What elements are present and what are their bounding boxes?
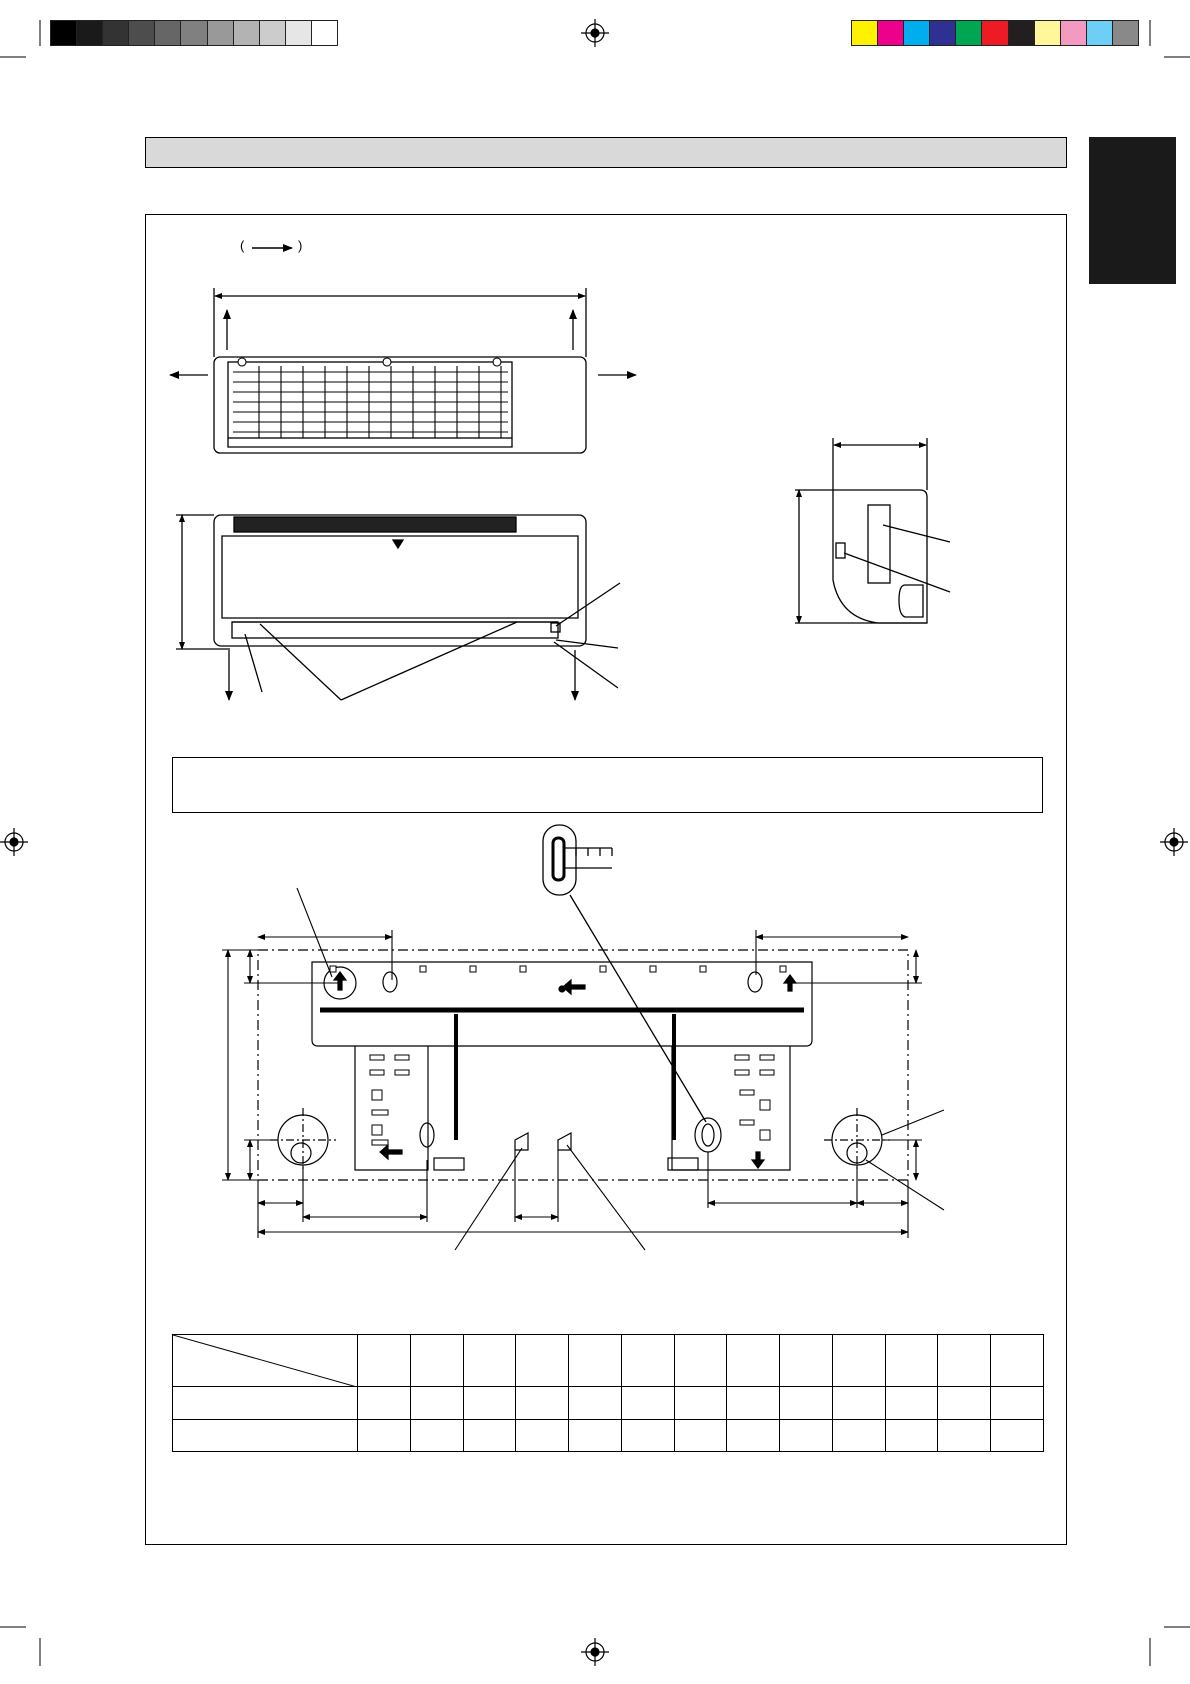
unit-front-view [176, 515, 620, 700]
mounting-plate-slots [330, 966, 786, 1145]
corner-diagonal [173, 1335, 357, 1387]
column-header [621, 1335, 674, 1387]
table-cell [569, 1387, 622, 1419]
table-cell [621, 1419, 674, 1451]
column-header [410, 1335, 463, 1387]
registration-crosshair-icon [1160, 828, 1188, 856]
legend-close-paren: ) [298, 238, 303, 253]
table-cell [516, 1419, 569, 1451]
table-cell [674, 1387, 727, 1419]
row-label [173, 1419, 358, 1451]
table-cell [621, 1387, 674, 1419]
registration-crosshair-icon [581, 19, 609, 47]
table-cell [410, 1419, 463, 1451]
table-cell [938, 1419, 991, 1451]
column-header [727, 1335, 780, 1387]
table-cell [358, 1387, 411, 1419]
table-cell [727, 1387, 780, 1419]
table-cell [516, 1387, 569, 1419]
column-header [885, 1335, 938, 1387]
table-cell [832, 1387, 885, 1419]
table-cell [991, 1419, 1044, 1451]
table-corner-cell [173, 1335, 358, 1387]
registration-crosshair-icon [0, 828, 28, 856]
table-cell [727, 1419, 780, 1451]
leader-lines [297, 888, 944, 1250]
column-header [569, 1335, 622, 1387]
table-cell [358, 1419, 411, 1451]
table-cell [832, 1419, 885, 1451]
table-cell [991, 1387, 1044, 1419]
mounting-plate-diagram [258, 950, 908, 1180]
table-cell [674, 1419, 727, 1451]
table-cell [885, 1419, 938, 1451]
table-row [173, 1387, 1044, 1419]
column-header [516, 1335, 569, 1387]
level-gauge-callout [543, 825, 706, 1122]
table-cell [780, 1387, 833, 1419]
column-header [832, 1335, 885, 1387]
dimension-table [172, 1334, 1044, 1452]
unit-top-view [170, 288, 636, 453]
row-label [173, 1387, 358, 1419]
column-header [674, 1335, 727, 1387]
table-cell [938, 1387, 991, 1419]
column-header [358, 1335, 411, 1387]
table-cell [780, 1419, 833, 1451]
column-header [938, 1335, 991, 1387]
mounting-dimension-lines [222, 930, 922, 1238]
registration-crosshair-icon [581, 1638, 609, 1666]
table-cell [463, 1387, 516, 1419]
column-header [991, 1335, 1044, 1387]
table-cell [410, 1387, 463, 1419]
column-header [463, 1335, 516, 1387]
top-view-grille [233, 358, 508, 438]
legend-open-paren: ( [240, 238, 245, 253]
table-cell [569, 1419, 622, 1451]
table-row [173, 1419, 1044, 1451]
column-header [780, 1335, 833, 1387]
table-cell [885, 1387, 938, 1419]
unit-side-view [795, 438, 950, 623]
table-header-row [173, 1335, 1044, 1387]
table-cell [463, 1419, 516, 1451]
note-box [172, 757, 1043, 813]
